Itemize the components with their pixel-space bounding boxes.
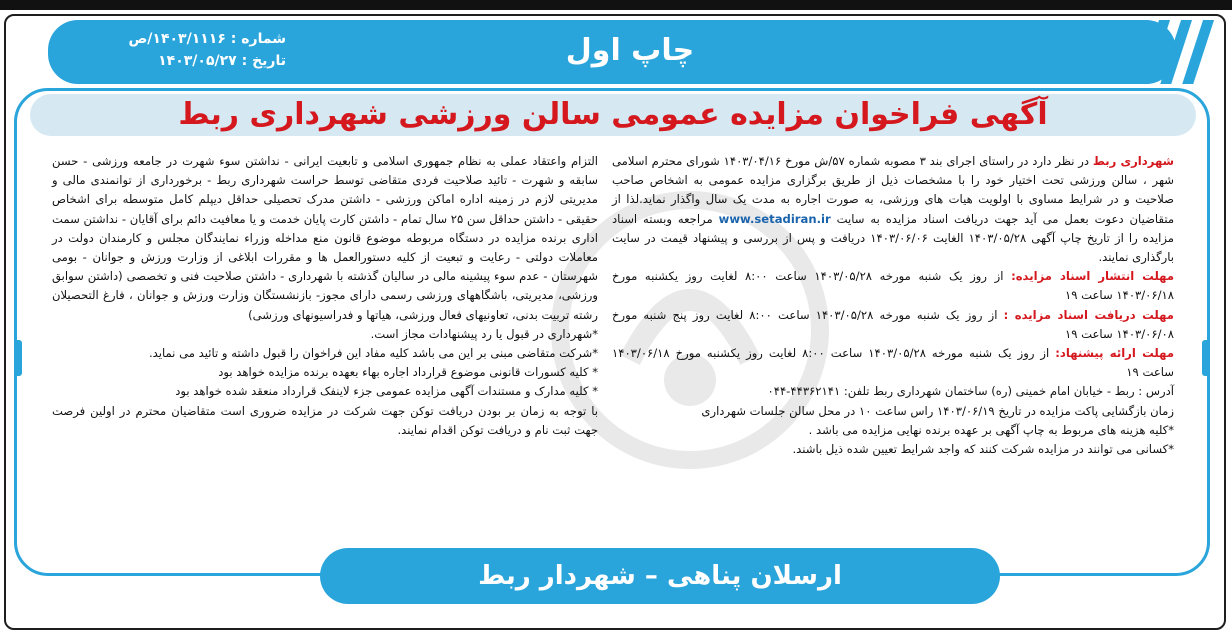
publish-label: مهلت انتشار اسناد مزایده: (1011, 269, 1175, 284)
right-note-1: *کلیه هزینه های مربوط به چاپ آگهی بر عهده برنده نهایی مزایده می باشد . (808, 422, 1174, 437)
left-note-5: با توجه به زمان بر بودن دریافت توکن جهت شرکت در مزایده ضروری است متقاضیان محترم در اولین فرصت جهت ثبت نام و دریافت توکن اقدام نمایند. (52, 403, 598, 437)
ad-meta (66, 28, 286, 72)
offer-label: مهلت ارائه پیشنهاد: (1055, 346, 1174, 361)
opening-line: زمان بازگشایی پاکت مزایده در تاریخ ۱۴۰۳/۰۶/۱۹ راس ساعت ۱۰ در محل سالن جلسات شهرداری (701, 403, 1174, 418)
offer-text: از روز یک شنبه مورخه ۱۴۰۳/۰۵/۲۸ ساعت ۸:۰۰ لغایت روز یکشنبه مورخ ۱۴۰۳/۰۶/۱۸ ساعت ۱۹ (612, 346, 1174, 380)
number-value: ۱۴۰۳/۱۱۱۶/ص (128, 31, 226, 47)
receive-text: از روز یک شنبه مورخه ۱۴۰۳/۰۵/۲۸ ساعت ۸:۰۰ لغایت روز پنج شنبه مورخ ۱۴۰۳/۰۶/۰۸ ساعت ۱۹ (612, 307, 1174, 341)
offer-deadline (612, 344, 1174, 382)
left-side-tab (14, 340, 22, 376)
right-column (612, 152, 1174, 459)
ad-title: آگهی فراخوان مزایده عمومی سالن ورزشی شهرداری ربط (178, 97, 1048, 132)
receive-deadline (612, 306, 1174, 344)
left-note-4: * کلیه مدارک و مستندات آگهی مزایده عمومی جزء لاینفک قرارداد منعقد شده خواهد بود (175, 384, 598, 399)
intro-text-1: در نظر دارد در راستای اجرای بند ۳ مصوبه شماره ۵۷/ش مورخ ۱۴۰۳/۰۴/۱۶ شورای محترم اسلامی شهر ، سالن ورزشی تحت اختیار خود را با مشخصات ذیل از طریق برگزاری مزایده عمومی به اشخاص صاحب صلاحیت و در شرایط مساوی با اولویت هیات های ورزشی، به صورت اجاره به مدت یک سال واگذار نماید.لذا از متقاضیان دعوت بعمل می آید جهت دریافت اسناد مزایده به سایت (612, 154, 1175, 226)
intro-text-2: مراجعه وبسته اسناد مزایده را از تاریخ چاپ آگهی ۱۴۰۳/۰۵/۲۸ الغایت ۱۴۰۳/۰۶/۰۶ دریافت و پس از بررسی و پیشنهاد قیمت در سایت بارگذاری نمایند. (612, 211, 1174, 265)
publish-deadline (612, 267, 1174, 305)
left-column (52, 152, 598, 440)
left-note-2: *شرکت متقاضی مبنی بر این می باشد کلیه مفاد این فراخوان را قبول داشته و تائید می نماید. (148, 346, 598, 361)
website-link[interactable]: www.setadiran.ir (718, 211, 831, 226)
date-line (66, 50, 286, 72)
receive-label: مهلت دریافت اسناد مزایده : (1003, 307, 1174, 322)
address-line: آدرس : ربط - خیابان امام خمینی (ره) ساختمان شهرداری ربط تلفن: ۴۴۳۶۲۱۴۱-۰۴۴ (767, 384, 1174, 399)
left-note-3: * کلیه کسورات قانونی موضوع قرارداد اجاره بهاء بعهده برنده مزایده خواهد بود (218, 365, 598, 380)
date-label: تاریخ : (241, 53, 286, 69)
right-note-2: *کسانی می توانند در مزایده شرکت کنند که واجد شرایط تعیین شده ذیل باشند. (792, 442, 1174, 457)
footer-signature: ارسلان پناهی – شهردار ربط (478, 561, 842, 591)
date-value: ۱۴۰۳/۰۵/۲۷ (158, 53, 237, 69)
edition-label: چاپ اول (565, 33, 695, 68)
left-note-1: *شهرداری در قبول یا رد پیشنهادات مجاز است. (370, 326, 598, 341)
number-line (66, 28, 286, 50)
right-side-tab (1202, 340, 1210, 376)
conditions-paragraph: التزام واعتقاد عملی به نظام جمهوری اسلامی و تابعیت ایرانی - نداشتن سوء شهرت در جامعه ورزشی - حسن سابقه و شهرت - تائید صلاحیت فردی متقاضی توسط حراست شهرداری ربط - برخورداری از توانمندی مالی و مدیریتی لازم در زمینه اداره اماکن ورزشی - داشتن مدرک تحصیلی حداقل دیپلم کامل متوسطه برای اشخاص حقیقی - داشتن حداقل سن ۲۵ سال تمام - داشتن کارت پایان خدمت و یا معافیت دائم برای آقایان - نداشتن سمت اداری برنده مزایده در دستگاه مربوطه موضوع قانون منع مداخله وزراء نمایندگان مجلس و کارمندان دولت در معاملات دولتی - رعایت و تبعیت از کلیه دستورالعمل ها و مقررات ابلاغی از وزارت ورزش و جوانان - بومی شهرستان - عدم سوء پیشینه مالی در سالیان گذشته با شهرداری - داشتن صلاحیت فنی و تخصصی (داشتن سوابق ورزشی، مدیریتی، باشگاههای ورزشی رسمی دارای مجوز- بازنشستگان وزارت ورزش و جوانان ، فارغ التحصیلان رشته تربیت بدنی، تعاونیهای فعال ورزشی، هیاتها و فدراسیونهای ورزشی) (52, 154, 598, 322)
top-black-bar (0, 0, 1232, 10)
header-stripes (1020, 20, 1225, 84)
publish-text: از روز یک شنبه مورخه ۱۴۰۳/۰۵/۲۸ ساعت ۸:۰۰ لغایت روز یکشنبه مورخ ۱۴۰۳/۰۶/۱۸ ساعت ۱۹ (612, 269, 1174, 303)
intro-org: شهرداری ربط (1092, 154, 1174, 168)
intro-paragraph (612, 152, 1174, 267)
number-label: شماره : (230, 31, 286, 47)
